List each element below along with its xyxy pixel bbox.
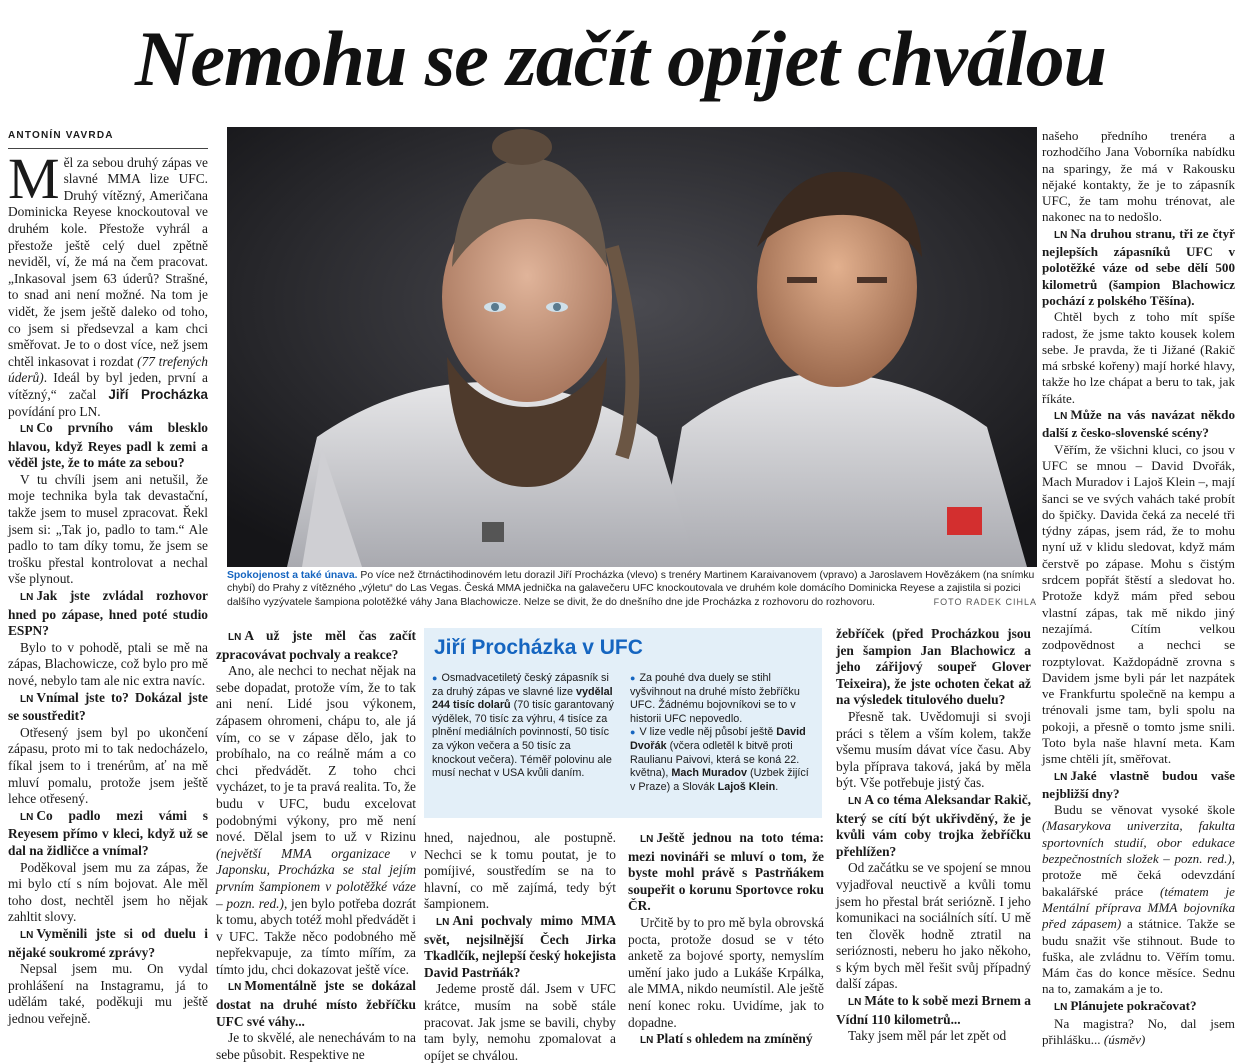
answer-italic: (největší MMA organizace v Japonsku, Procházka se stal jejím prvním šampionem v polotěžké váze – pozn. red.): [216, 845, 416, 911]
intro-text-c: povídání pro LN.: [8, 403, 101, 419]
answer: Otřesený jsem byl po ukončení zápasu, proto mi to tak nedocházelo, fíkal jsem to i trenérům, ať na mě mluví pomalu, protože jsem ještě lehce otřesený.: [8, 724, 208, 807]
intro-text: ěl za sebou druhý zápas ve slavné MMA lize UFC. Druhý vítězný, Američana Dominicka Reyese knockoutoval ve druhém kole. Přestože vyhrál a přestože ještě celý duel zpětně neviděl, ví, že má na čem pracovat. „Inkasoval jsem 63 úderů? Strašné, to snad ani není možné. Na tom je vidět, že jsem ještě daleko od toho, co jsem si předsevzal a kam chci směřovat. Je to o dost více, než jsem chtěl inkasovat i rozdat: [8, 154, 208, 369]
answer: V tu chvíli jsem ani netušil, že moje technika byla tak devastační, takže jsem to musel zpracovat. Řekl jsem si: „Tak jo, padlo to tam.“ Ale padlo to tam díky tomu, že jsem se trošku přestal kontrolovat a nechal vše plynout.: [8, 471, 208, 587]
photo-credit: FOTO RADEK CIHLA: [933, 596, 1037, 607]
box-item-2: [630, 672, 814, 726]
question: [1042, 226, 1235, 309]
answer-italic: (Masarykova univerzita, fakulta sportovních studií, obor edukace bezpečnostních složek – pozn. red.): [1042, 818, 1235, 867]
bullet-icon: ●: [630, 673, 636, 683]
answer: Je to skvělé, ale nenechávám to na sebe působit. Respektive ne: [216, 1030, 416, 1062]
question: [836, 993, 1031, 1028]
box-text-b: (70 tisíc garantovaný výdělek, 70 tisíc za výhru, 4 tisíce za plnění mediálních povinností, 50 tisíc za výkon večera a 50 tisíc za knockout večera). Téměř polovinu ale musí nechat v USA kvůli daním.: [432, 699, 614, 780]
ln-label: LN: [20, 811, 34, 823]
dropcap: M: [8, 145, 60, 211]
answer: Taky jsem měl pár let zpět od: [848, 1028, 1007, 1044]
answer: Chtěl bych z toho mít spíše radost, že jsme takto kousek kolem sebe. Je pravda, že ti Jižané (Rakič má srbské kořeny) mají horké hlavy, takže ho lze chápat a beru to tak, jak říkáte.: [1042, 309, 1235, 406]
box-text: V lize vedle něj působí ještě: [639, 726, 777, 739]
answer: Přesně tak. Uvědomuji si svoji práci s tělem a vším kolem, takže všemu musím dávat více času. Aby byla příprava taková, jaká by měla být. Vše potřebuje jistý čas.: [836, 708, 1031, 791]
answer-text-c: a státnice. Takže se budu snažit vše stihnout. Bude to fuška, ale zvládnu to. Věřím tomu. Mám čas do konce měsíce. Sednu na to, zamakám a je to.: [1042, 916, 1236, 997]
question-text: Ani pochvaly mimo MMA svět, nejsilnější Čech Jirka Tkadlčík, nejlepší český hokejista David Pastrňák?: [424, 912, 616, 980]
question-text: Máte to k sobě mezi Brnem a Vídní 110 kilometrů...: [836, 993, 1031, 1027]
intro-name: Jiří Procházka: [108, 386, 208, 402]
answer-text-b: , protože mě čeká odevzdání bakalářské práce: [1042, 851, 1235, 899]
intro-paragraph: [8, 145, 208, 421]
question-text: Jak jste zvládal rozhovor hned po zápase, hned poté studio ESPN?: [8, 588, 208, 639]
question: [8, 926, 208, 961]
column-2: [216, 628, 416, 1063]
ln-label: LN: [848, 795, 862, 807]
bullet-icon: ●: [630, 727, 636, 738]
question: [216, 628, 416, 663]
answer-text-b: , jen bylo potřeba dozrát k tomu, abych totéž mohl předvádět i v UFC. Takže něco podobného mě nepřekvapuje, za tímto mířím, za tímto jdu, chci dokazovat ještě více.: [216, 895, 417, 977]
question-continued: žebříček (před Procházkou jsou jen šampion Jan Blachowicz a jeho zářijový soupeř Glover Teixeira), že jste ochoten čekat až na výsledek titulového duelu?: [836, 626, 1031, 708]
photo-illustration: [227, 127, 1037, 567]
question: [424, 913, 616, 981]
answer-text: Ano, ale nechci to nechat nějak na sebe dopadat, protože vím, že to tak ani není. Lidé jsou výkonem, zápasem ohromeni, chápu to, ale já vím, co se v zápase dělo, jak to probíhalo, na co reálně mám a co chci předvádět. Z toho chci vycházet, to je ta pravá realita. To, že budu v UFC, budu excelovat podobnými výkony, pro mě není nové. Dělal jsem to už v Rizinu: [216, 663, 416, 845]
info-box: [424, 628, 822, 818]
box-name: Lajoš Klein: [717, 780, 776, 793]
answer: Určitě by to pro mě byla obrovská pocta, protože dosud se v této anketě za bojové sporty, nemyslím umění jako judo a Lukáše Krpálka, ale MMA, nikdo neumístil. Ale ještě není konec roku. Uvidíme, jak to dopadne.: [628, 914, 825, 1030]
ln-label: LN: [20, 693, 34, 705]
question: [628, 1031, 824, 1050]
photo-caption: [227, 569, 1037, 609]
question-text: Plánujete pokračovat?: [1070, 997, 1197, 1013]
byline: ANTONÍN VAVRDA: [8, 128, 208, 149]
ln-label: LN: [228, 632, 242, 643]
answer: Jedeme prostě dál. Jsem v UFC krátce, musím na sobě stále pracovat. Jak jsme se bavili, chyby tam byly, nemohu zpomalovat a opíjet se chválou.: [424, 981, 616, 1063]
ln-label: LN: [20, 424, 34, 436]
box-text: .: [775, 780, 779, 793]
question: [1042, 998, 1235, 1016]
answer-continued: hned, najednou, ale postupně. Nechci se k tomu poutat, je to pomíjivé, soustředím se na to hlavní, co mě zajímá, tedy být šampionem.: [424, 830, 616, 912]
ln-label: LN: [1054, 229, 1068, 241]
answer-text: Na magistra? No, dal jsem přihlášku...: [1042, 1016, 1235, 1048]
question-text: Může na vás navázat někdo další z česko-slovenské scény?: [1042, 407, 1235, 441]
question-text: Na druhou stranu, tři ze čtyř nejlepších zápasníků UFC v polotěžké váze od sebe dělí 500 kilometrů (šampion Blachowicz pochází z polského Těšína).: [1042, 225, 1235, 308]
answer: [216, 663, 416, 978]
ln-label: LN: [228, 982, 242, 994]
answer: Nepsal jsem mu. On vydal prohlášení na Instagramu, já to udělám také, poděkuji mu ještě jednou veřejně.: [8, 961, 208, 1026]
question: [628, 830, 824, 915]
question-text: Vnímal jste to? Dokázal jste se soustředit?: [8, 689, 208, 724]
box-text: Osmadvacetiletý český zápasník si za druhý zápas ve slavné lize: [432, 672, 609, 698]
intro-text-b: . Ideál by byl jeden, první a vítězný,“ začal: [8, 370, 208, 402]
question-text: Vyměnili jste si od duelu i nějaké soukromé zprávy?: [8, 925, 208, 960]
question: [8, 808, 208, 860]
column-4: [628, 830, 824, 1050]
question: [8, 690, 208, 725]
bullet-icon: ●: [432, 673, 438, 683]
box-text: Za pouhé dva duely se stihl vyšvihnout na druhé místo žebříčku UFC. Žádnému bojovníkovi se to v historii UFC nepovedlo.: [630, 672, 800, 725]
question-text: Co padlo mezi vámi s Reyesem přímo v kleci, když už se dal na židličce a vnímal?: [8, 807, 208, 858]
box-name: Mach Muradov: [671, 767, 747, 780]
question: [8, 588, 208, 640]
question: [8, 420, 208, 472]
question-text: Co prvního vám blesklo hlavou, když Reyes padl k zemi a věděl jste, že to máte za sebou?: [8, 420, 208, 471]
caption-lead: Spokojenost a také únava.: [227, 570, 358, 581]
ln-label: LN: [436, 916, 450, 928]
answer: [1042, 1016, 1235, 1049]
ln-label: LN: [1054, 1001, 1068, 1013]
question-text: A už jste měl čas začít zpracovávat pochvaly a reakce?: [216, 628, 416, 662]
ln-label: LN: [640, 1035, 654, 1047]
info-box-title: Jiří Procházka v UFC: [434, 636, 643, 659]
question: [1042, 407, 1235, 442]
question-text: Momentálně jste se dokázal dostat na druhé místo žebříčku UFC své váhy...: [216, 978, 416, 1029]
headline: Nemohu se začít opíjet chválou: [135, 15, 1106, 102]
ln-label: LN: [20, 929, 34, 941]
column-5: [836, 626, 1031, 1045]
box-item-3: [630, 726, 814, 794]
article-photo: [227, 127, 1037, 567]
box-text: (včera odletěl k bitvě proti Raulianu Paivovi, která se koná 22. května),: [630, 739, 800, 780]
column-1: [8, 128, 208, 1027]
answer: Poděkoval jsem mu za zápas, že mi bylo ctí s ním bojovat. Ale měl toho dost, nechtěl jsem ho nějak zahltit slovy.: [8, 859, 208, 925]
question-text: Ještě jednou na toto téma: mezi novináři se mluví o tom, že byste mohl právě s Pastrňákem soupeřit o korunu Sportovce roku ČR.: [628, 830, 824, 914]
ln-label: LN: [20, 592, 34, 604]
ln-label: LN: [1054, 411, 1068, 423]
box-text: (Uzbek žijící v Praze) a Slovák: [630, 767, 809, 793]
info-box-col-2: [630, 672, 814, 794]
ln-label: LN: [848, 997, 862, 1009]
intro-italic: (77 trefených úderů): [8, 353, 208, 386]
question-text: Platí s ohledem na zmíněný: [656, 1031, 813, 1047]
answer-italic: (tématem je Mentální příprava MMA bojovníka před zápasem): [1042, 883, 1235, 932]
box-name: David Dvořák: [630, 726, 806, 752]
box-bold: vydělal 244 tisíc dolarů: [432, 685, 613, 712]
info-box-col-1: [432, 672, 616, 781]
answer-continued: našeho předního trenéra a rozhodčího Jana Voborníka nabídku na sparingy, že má v Rakousku nějaké kontakty, že je to zápasník UFC, že tam mohu trénovat, ale nakonec na to nedošlo.: [1042, 128, 1235, 225]
question-text: Jaké vlastně budou vaše nejbližší dny?: [1042, 767, 1235, 801]
column-6: [1042, 128, 1235, 1049]
question-text: A co téma Aleksandar Rakič, který se cítí být ukřivděný, že je kvůli vám coby trojka žebříčku přehlížen?: [836, 791, 1031, 859]
answer-italic: (úsměv): [1103, 1032, 1146, 1048]
ln-label: LN: [640, 834, 654, 845]
answer: Od začátku se ve spojení se mnou vyjadřoval neuctivě a kvůli tomu jsem ho přestal brát seriózně. I jeho komunikaci na sociálních sítí. U mě ten člověk hodně ztratil na serióznosti, neberu ho jako někoho, s kým bych měl řešit svůj případný další zápas.: [836, 860, 1031, 992]
caption-text: Po více než čtrnáctihodinovém letu dorazil Jiří Procházka (vlevo) s trenéry Martinem Karaivanovem (vpravo) a Jaroslavem Hovězákem (na snímku chybí) do Prahy z vítězného „výletu“ do Las Vegas. Česká MMA jednička na galavečeru UFC knockoutovala ve druhém kole domácího Dominicka Reyese a zajistila si pozici dalšího vyzývatele šampiona polotěžké váhy Jana Blachowicze. Nelze se divit, že do dnešního dne jde Procházka z rozhovoru do rozhovoru.: [227, 570, 1035, 608]
ln-label: LN: [1054, 771, 1068, 783]
column-3: [424, 830, 616, 1064]
answer: [1042, 802, 1235, 998]
answer: Bylo to v pohodě, ptali se mě na zápas, Blachowicze, což bylo pro mě nové, nebylo tam ale nic extra navíc.: [8, 639, 208, 688]
answer: Věřím, že všichni kluci, co jsou v UFC se mnou – David Dvořák, Mach Muradov i Lajoš Klein –, mají šanci se ve svých vahách také probít do špičky. Davida čeká za necelé tři týdny zápas, jsem rád, že to mohu nyní už v klidu sledovat, když mám čerstvě po zápase. Mohu s čistým srdcem popřát štěstí a sledovat ho. Protože když mám před sebou vlastní zápas, tak mě nikdo jiný nezajímá. Cítím velkou zodpovědnost a nechci se rozptylovat. Každopádně zrovna s Davidem jsme byli pár let nazpátek ve Frankfurtu společně na kempu a trénovali jsme tam, byli spolu na pokoji, a přesně o tomto jsme snili. Toto byla naše hlavní meta. Kam jsme chtěli jít, směřovat.: [1042, 441, 1235, 767]
answer-text: Budu se věnovat vysoké škole: [1054, 802, 1235, 818]
question: [216, 978, 416, 1030]
question: [1042, 768, 1235, 803]
question: [836, 792, 1031, 860]
